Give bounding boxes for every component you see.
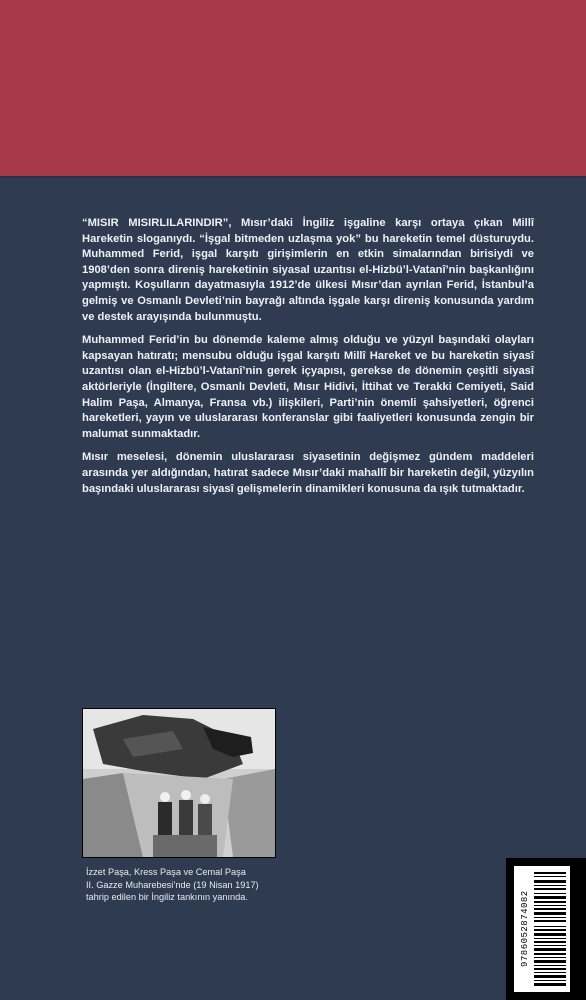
photo-illustration [83,709,275,857]
blurb-text [82,216,534,505]
historical-photo [82,708,276,858]
isbn-digits: 9786052874082 [520,890,530,968]
caption-line-3: tahrip edilen bir İngiliz tankının yanında. [86,892,248,903]
cover-top-band [0,0,586,176]
photo-caption [86,866,336,904]
blurb-paragraph-2: Muhammed Ferid’in bu dönemde kaleme almış olduğu ve yüzyıl başındaki olayları kapsayan hatıratı; mensubu olduğu işgal karşıtı Millî Hareket ve bu hareketin siyasî uzantısı olan el-Hizbü’l-Vatanî’nin gerek içyapısı, gerekse de dönemin çeşitli siyasî aktörleriyle (İngiltere, Osmanlı Devleti, Mısır Hidivi, İttihat ve Terakki Cemiyeti, Said Halim Paşa, Almanya, Fransa vb.) ilişkileri, Parti’nin önemli şahsiyetleri, öğrenci hareketleri, yayın ve uluslararası konferanslar gibi faaliyetleri konusunda zengin bir malumat sunmaktadır. [82,334,534,440]
caption-line-1: İzzet Paşa, Kress Paşa ve Cemal Paşa [86,867,246,877]
caption-line-2: II. Gazze Muharebesi’nde (19 Nisan 1917) [86,879,259,890]
blurb-paragraph-3: Mısır meselesi, dönemin uluslararası siyasetinin değişmez gündem maddeleri arasında yer aldığından, hatırat sadece Mısır’daki mahallî bir hareketin değil, yüzyılın başındaki uluslararası siyasî gelişmelerin dinamikleri konusuna da ışık tutmaktadır. [82,451,534,495]
barcode-bars [534,872,566,986]
blurb-paragraph-1: “MISIR MISIRLILARINDIR”, Mısır’daki İngiliz işgaline karşı ortaya çıkan Millî Hareketin sloganıydı. “İşgal bitmeden uzlaşma yok” bu hareketin temel düsturuydu. Muhammed Ferid, işgal karşıtı girişimlerin en etkin simalarından birisiydi ve 1908’den sonra direniş hareketinin siyasal uzantısı el-Hizbü’l-Vatanî’nin başkanlığını yapmıştı. Koşulların dayatmasıyla 1912’de ülkesi Mısır’dan ayrılan Ferid, İstanbul’a gelmiş ve Osmanlı Devleti’nin bayrağı altında işgale karşı direniş konusunda yardım ve destek arayışında bulunmuştu. [82,217,534,323]
